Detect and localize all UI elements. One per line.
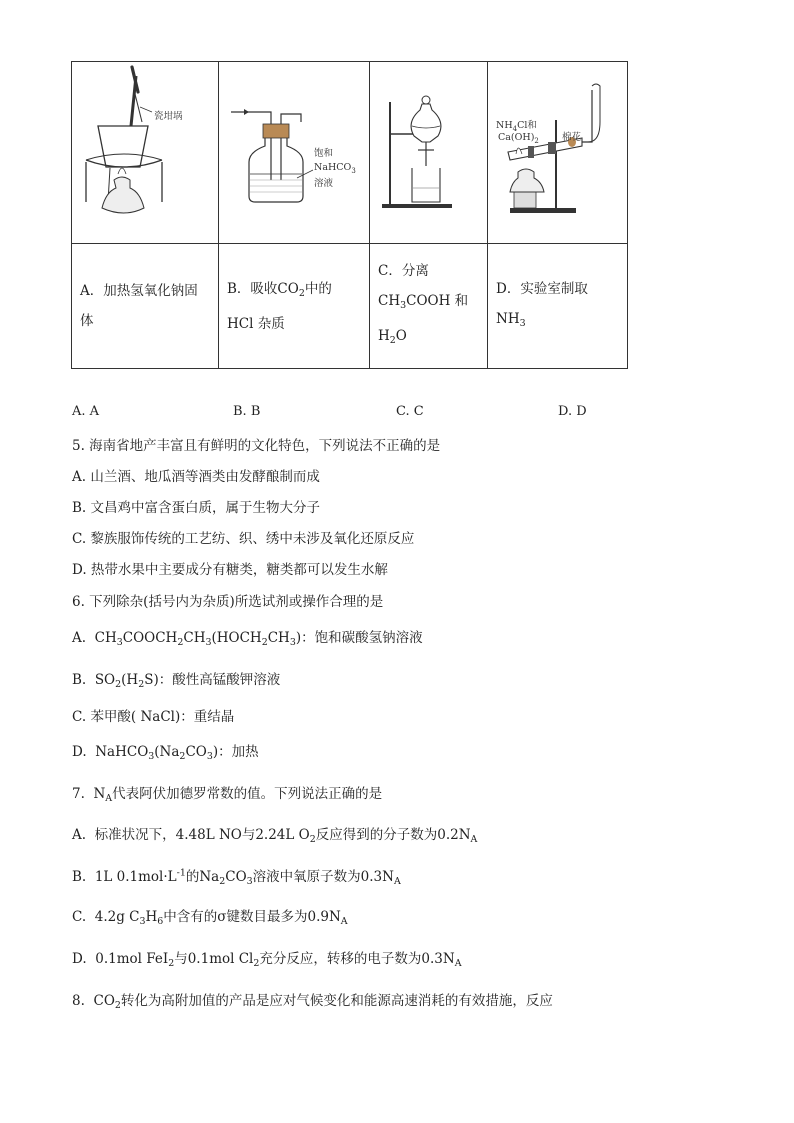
q4-choice-c: C. C — [396, 404, 424, 419]
q4-choice-b: B. B — [233, 404, 261, 419]
option-d-caption: D．实验室制取 $NH_3$ — [488, 244, 628, 369]
q5-option-a: A. 山兰酒、地瓜酒等酒类由发酵酿制而成 — [72, 469, 320, 485]
solution-label-2: NaHCO$_3$ — [314, 162, 356, 175]
q5-stem: 5. 海南省地产丰富且有鲜明的文化特色，下列说法不正确的是 — [72, 438, 441, 454]
crucible-heating-figure — [72, 62, 218, 239]
option-c-caption: C．分离 $CH_3COOH$ 和 $H_2O$ — [370, 244, 488, 369]
q5-option-b: B. 文昌鸡中富含蛋白质，属于生物大分子 — [72, 500, 321, 516]
ammonia-preparation-figure — [488, 62, 627, 239]
q7-option-b: B. 1L $0.1mol\cdot L^{-1}$的$Na_2CO_3$溶液中氧原子数为$0.3N_A$ — [72, 867, 401, 887]
gas-washing-bottle-figure — [219, 62, 369, 239]
apparatus-c-figure — [370, 62, 488, 244]
q5-option-d: D. 热带水果中主要成分有糖类，糖类都可以发生水解 — [72, 562, 388, 578]
q6-option-b: B. $SO_2(H_2S)$：酸性高锰酸钾溶液 — [72, 672, 281, 690]
reagent-label-2: $Ca(OH)_2$ — [498, 132, 539, 145]
solution-label-1: 饱和 — [314, 148, 334, 159]
apparatus-a-figure — [72, 62, 219, 244]
q4-choice-d: D. D — [558, 404, 587, 419]
q6-option-a: A. $CH_3COOCH_2CH_3(HOCH_2CH_3)$：饱和碳酸氢钠溶液 — [72, 630, 423, 648]
q7-option-c: C. 4.2g $C_3H_6$中含有的σ键数目最多为$0.9N_A$ — [72, 909, 348, 927]
q5-option-c: C. 黎族服饰传统的工艺纺、织、绣中未涉及氧化还原反应 — [72, 531, 415, 547]
apparatus-b-figure — [219, 62, 370, 244]
q4-choice-a: A. A — [72, 404, 100, 419]
reagent-label-1: $NH_4Cl$和 — [496, 120, 537, 133]
q6-option-c: C. 苯甲酸( NaCl)：重结晶 — [72, 709, 235, 725]
separatory-funnel-figure — [370, 62, 487, 239]
apparatus-table — [71, 61, 628, 369]
q6-stem: 6. 下列除杂(括号内为杂质)所选试剂或操作合理的是 — [72, 594, 384, 610]
apparatus-d-figure — [488, 62, 628, 244]
option-a-caption: A．加热氢氧化钠固 体 — [72, 244, 219, 369]
q8-stem: 8. $CO_2$转化为高附加值的产品是应对气候变化和能源高速消耗的有效措施，反应 — [72, 993, 553, 1011]
q7-option-a: A. 标准状况下，4.48L NO与2.24L $O_2$反应得到的分子数为$0.2N_A$ — [72, 827, 478, 845]
solution-label-3: 溶液 — [314, 178, 334, 189]
cotton-label: 棉花 — [562, 132, 582, 143]
crucible-label: 瓷坩埚 — [154, 111, 183, 122]
q7-option-d: D. 0.1mol FeI$_2$与0.1mol $Cl_2$充分反应，转移的电子数为$0.3N_A$ — [72, 951, 462, 969]
option-b-caption: B．吸收$CO_2$中的 HCl 杂质 — [219, 244, 370, 369]
q6-option-d: D. $NaHCO_3(Na_2CO_3)$：加热 — [72, 744, 259, 762]
q7-stem: 7. $N_A$代表阿伏加德罗常数的值。下列说法正确的是 — [72, 786, 383, 804]
